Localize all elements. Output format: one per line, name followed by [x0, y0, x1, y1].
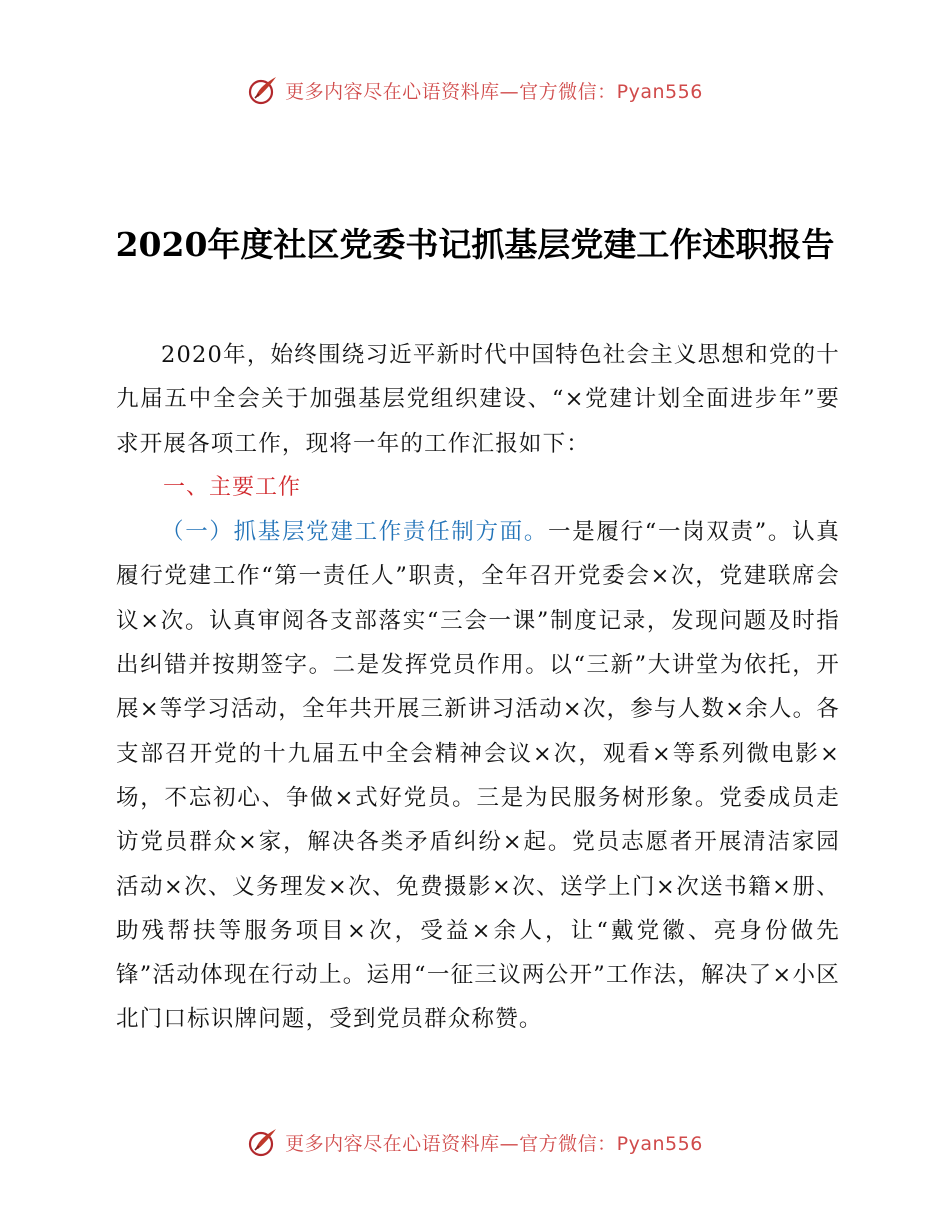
banner-text: [285, 77, 703, 104]
intro-paragraph: 2020年，始终围绕习近平新时代中国特色社会主义思想和党的十九届五中全会关于加强基层党组织建设、“×党建计划全面进步年”要求开展各项工作，现将一年的工作汇报如下：: [116, 342, 840, 457]
quill-logo-icon: [247, 1126, 279, 1158]
banner-account: Pyan556: [616, 80, 703, 103]
header-banner: [0, 72, 950, 108]
quill-logo-icon: [247, 74, 279, 106]
banner-label: 更多内容尽在心语资料库—官方微信：: [285, 80, 617, 103]
document-title: 2020年度社区党委书记抓基层党建工作述职报告: [115, 225, 835, 264]
subsection-body: 一是履行“一岗双责”。认真履行党建工作“第一责任人”职责，全年召开党委会×次，党建联席会议×次。认真审阅各支部落实“三会一课”制度记录，发现问题及时指出纠错并按期签字。二是发挥党员作用。以“三新”大讲堂为依托，开展×等学习活动，全年共开展三新讲习活动×次，参与人数×余人。各支部召开党的十九届五中全会精神会议×次，观看×等系列微电影×场，不忘初心、争做×式好党员。三是为民服务树形象。党委成员走访党员群众×家，解决各类矛盾纠纷×起。党员志愿者开展清洁家园活动×次、义务理发×次、免费摄影×次、送学上门×次送书籍×册、助残帮扶等服务项目×次，受益×余人，让“戴党徽、亮身份做先锋”活动体现在行动上。运用“一征三议两公开”工作法，解决了×小区北门口标识牌问题，受到党员群众称赞。: [116, 519, 841, 1033]
footer-banner-label: 更多内容尽在心语资料库—官方微信：: [285, 1132, 617, 1155]
subsection-heading: （一）抓基层党建工作责任制方面。: [161, 519, 549, 546]
subsection-paragraph: [116, 510, 840, 1042]
footer-banner: [0, 1124, 950, 1160]
footer-banner-text: [285, 1129, 703, 1156]
section-heading: 一、主要工作: [163, 474, 302, 500]
document-body: [116, 333, 840, 1042]
footer-banner-account: Pyan556: [616, 1132, 703, 1155]
